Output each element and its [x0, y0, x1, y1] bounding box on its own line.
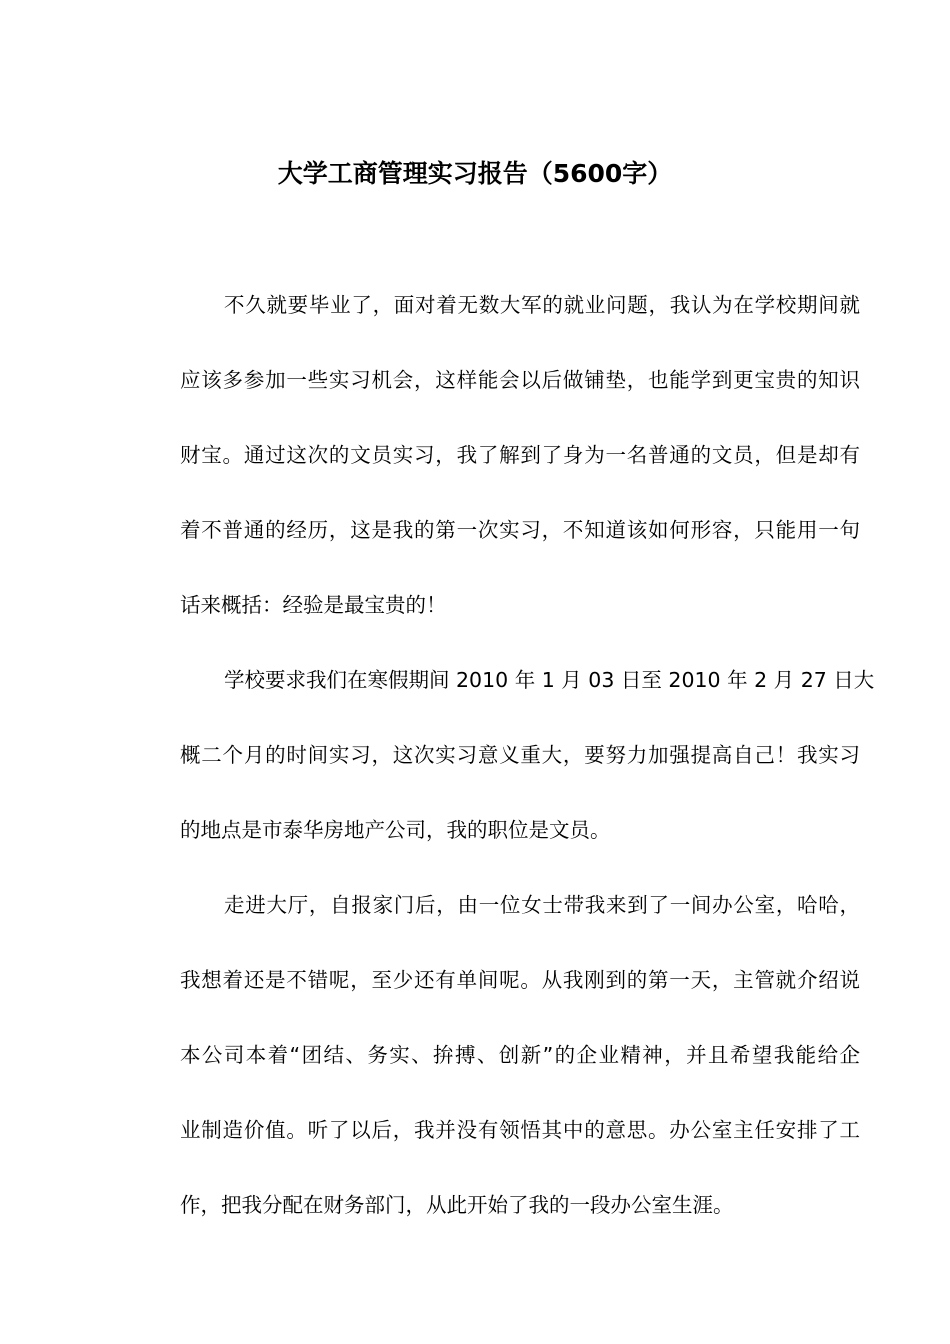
paragraph-line: 话来概括：经验是最宝贵的！ — [180, 593, 447, 617]
paragraph-line: 学校要求我们在寒假期间 2010 年 1 月 03 日至 2010 年 2 月 27 日大 — [224, 668, 875, 692]
paragraph-line: 本公司本着“团结、务实、拚搏、创新”的企业精神，并且希望我能给企 — [180, 1043, 860, 1067]
paragraph-line: 不久就要毕业了，面对着无数大军的就业问题，我认为在学校期间就 — [224, 293, 860, 317]
paragraph-line: 走进大厅，自报家门后，由一位女士带我来到了一间办公室，哈哈， — [224, 893, 860, 917]
paragraph-line: 财宝。通过这次的文员实习，我了解到了身为一名普通的文员，但是却有 — [180, 443, 860, 467]
paragraph-line: 应该多参加一些实习机会，这样能会以后做铺垫，也能学到更宝贵的知识 — [180, 368, 860, 392]
paragraph-3 — [136, 868, 860, 1243]
paragraph-line: 着不普通的经历，这是我的第一次实习，不知道该如何形容，只能用一句 — [180, 518, 860, 542]
paragraph-line: 业制造价值。听了以后，我并没有领悟其中的意思。办公室主任安排了工 — [180, 1118, 860, 1142]
paragraph-1 — [136, 268, 860, 643]
paragraph-line: 概二个月的时间实习，这次实习意义重大，要努力加强提高自己！我实习 — [180, 743, 860, 767]
paragraph-line: 的地点是市泰华房地产公司，我的职位是文员。 — [180, 818, 611, 842]
paragraph-line: 作，把我分配在财务部门，从此开始了我的一段办公室生涯。 — [180, 1193, 734, 1217]
paragraph-2 — [136, 643, 875, 868]
document-title: 大学工商管理实习报告（5600字） — [277, 159, 673, 188]
document-body — [136, 268, 875, 1243]
paragraph-line: 我想着还是不错呢，至少还有单间呢。从我刚到的第一天，主管就介绍说 — [180, 968, 860, 992]
